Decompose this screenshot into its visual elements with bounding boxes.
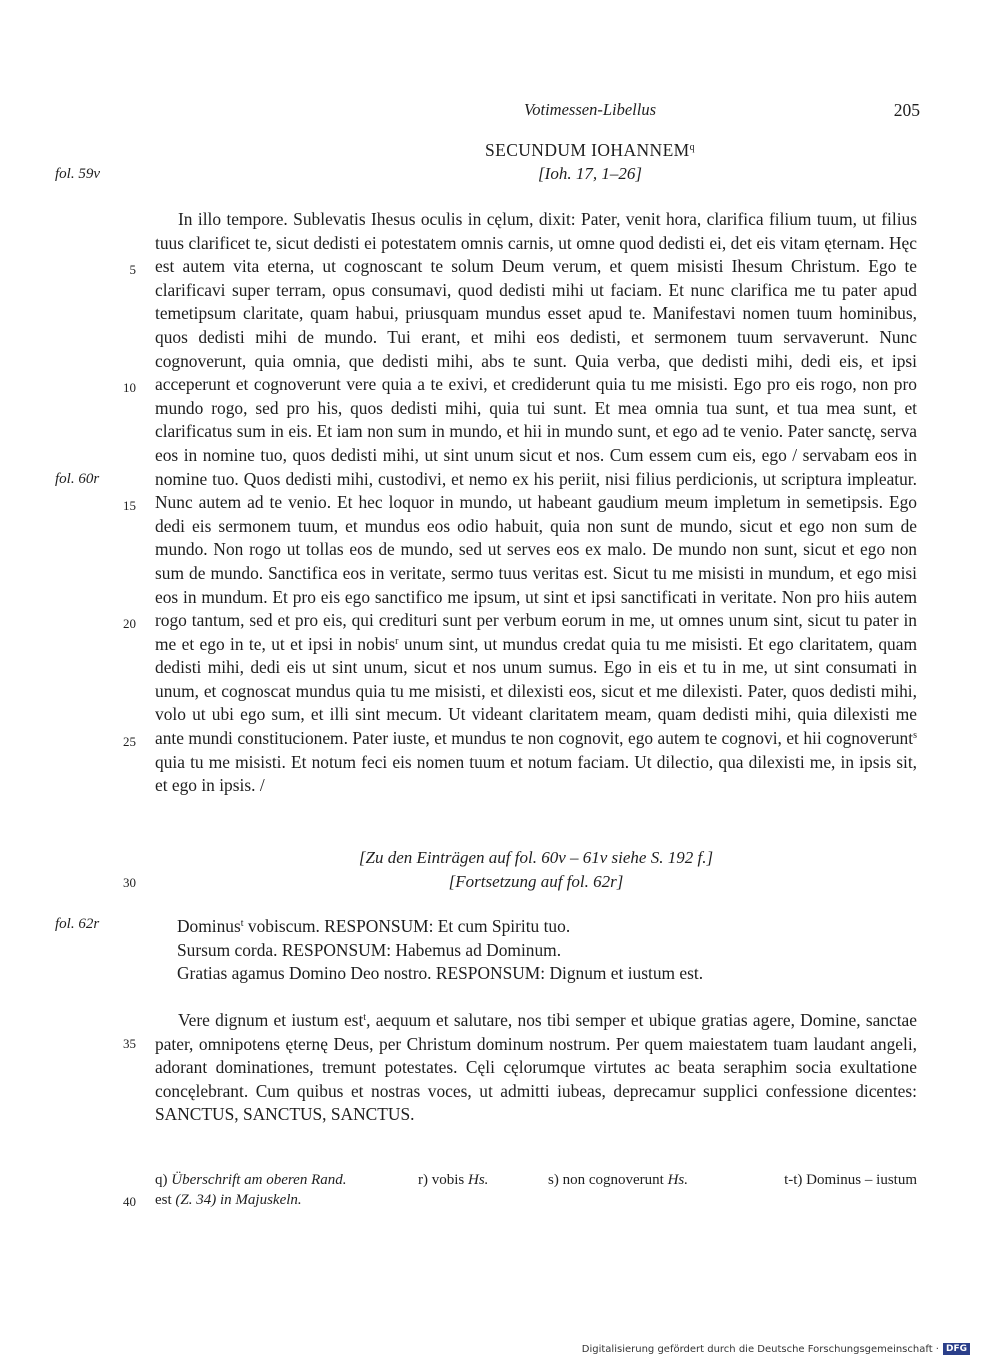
dialogue-text: : Habemus ad Dominum. — [386, 939, 562, 960]
footnote-marker: t — [240, 918, 244, 929]
responsum-label: RESPONSUM — [324, 916, 429, 936]
footnote-text: Hs. — [667, 1172, 688, 1188]
margin-folio-60r: fol. 60r — [55, 471, 100, 487]
preface-text — [155, 1009, 917, 1127]
editorial-notes — [155, 846, 917, 893]
gospel-text-part: unum sint, ut mundus credat quia tu me misisti. Et ego claritatem, quam dedisti mihi, dedi eis ut sint unum, sicut et nos unum sumus. Ego in eis et tu in me, ut sint consumati in unum, et cognoscat mundus quia tu me misisti, et dilexisti eos, sicut et me dilexisti. Pater, quos dedisti mihi, volo ut ubi ego sum, et illi sint mecum. Ut videant claritatem meam, quam dedisti mihi, quia dilexisti me ante mundi constitucionem. Pater iuste, et mundus te non cognovit, ego autem te cognovi, et hii cognoverunt — [155, 633, 917, 749]
line-number: 25 — [123, 734, 136, 749]
gospel-text-part: In illo tempore. Sublevatis Ihesus oculis in cęlum, dixit: Pater, venit hora, clarifica filium tuum, ut filius tuus clarificet te, sicut dedisti ei potestatem omnis carnis, ut omne quod dedisti ei, det eis vitam ęternam. Hęc est autem vita eterna, ut cognoscant te solum Deum verum, et quem misisti Ihesum Christum. Ego te clarificavi super terram, opus consumavi, quod dedisti mihi ut faciam. Et nunc clarifica me tu pater apud temetipsum claritate, quam habui, priusquam mundus esset apud te. Manifestavi nomen tuum hominibus, quos dedisti mihi de mundo. Tui erant, et mihi eos dedisti, et sermonem tuum servaverunt. Nunc cognoverunt, quia omnia, que dedisti mihi, abs te sunt. Quia verba, que dedisti mihi, dedi eis, et ipsi acceperunt et cognoverunt vere quia a te exivi, et crediderunt quia tu me misisti. Ego pro eis rogo, non pro mundo rogo, sed pro his, quos dedisti mihi, quia tui sunt. Et mea omnia tua sunt, et tua mea sunt, et clarificatus sum in eis. Et iam non sum in mundo, et hii in mundo sunt, et ego ad te venio. Pater sanctę, serva eos in nomine tuo, quos dedisti mihi, ut sint unum sicut et nos. Cum essem cum eis, ego / servabam eos in nomine tuo. Quos dedisti mihi, custodivi, et nemo ex his periit, nisi filius perdicionis, ut scriptura impleatur. Nunc autem ad te venio. Et hec loquor in mundo, ut habeant gaudium meum impletum in semetipsis. Ego dedi eis sermonem tuum, et mundus eos odio habuit, quia non sunt de mundo, sicut et ego non sum de mundo. Non rogo ut tollas eos de mundo, sed ut serves eos ex malo. De mundo non sunt, sicut et ego non sum de mundo. Sanctifica eos in veritate, sermo tuus veritas est. Sicut tu me misisti in mundum, et ego misi eos in mundum. Et pro eis ego sanctifico me ipsum, ut sint et ipsi sanctificati in veritate. Non pro hiis autem rogo tantum, sed et pro eis, qui credituri sunt per verbum eorum in me, ut omnes unum sint, sicut tu pater in me et ego in te, ut et ipsi in nobis — [155, 209, 917, 654]
footnote-r — [418, 1170, 488, 1190]
footnote-label: r) — [418, 1172, 428, 1188]
margin-folio-62r: fol. 62r — [55, 916, 100, 932]
section-title — [300, 140, 880, 161]
footnote-text: est — [155, 1192, 176, 1208]
running-header-title: Votimessen-Libellus — [524, 100, 656, 119]
gospel-paragraph — [155, 208, 917, 798]
dialogue-line — [177, 915, 917, 939]
line-number: 15 — [123, 498, 136, 513]
responsum-label: RESPONSUM — [435, 963, 541, 984]
footnote-label: t-t) — [784, 1172, 803, 1188]
preface-paragraph — [155, 1009, 917, 1127]
dialogue-text: Gratias agamus Domino Deo nostro. — [177, 963, 436, 984]
footnote-marker: r — [395, 635, 399, 647]
footnote-text: non cognoverunt — [562, 1172, 664, 1188]
dfg-logo: DFG — [943, 1343, 970, 1355]
line-number: 40 — [123, 1194, 136, 1209]
dialogue-text: vobiscum. — [243, 916, 325, 936]
footnote-label: q) — [155, 1172, 168, 1188]
line-number: 35 — [123, 1036, 136, 1051]
dialogue-text: : Dignum et iustum est. — [540, 963, 704, 984]
footnote-marker: s — [913, 730, 917, 742]
preface-text-part: , aequum et salutare, nos tibi semper et ubique gratias agere, Domine, sanctae pater, omnipotens ęternę Deus, per Christum dominum nostrum. Per quem maiestatem tuam laudant angeli, adorant dominationes, tremunt potestates. Cęli cęlorumque virtutes ac beata seraphim socia exultatione concęlebrant. Cum quibus et nostras voces, ut admitti iubeas, deprecamur supplici confessione dicentes: — [155, 1010, 917, 1101]
preface-text-part: Vere dignum et iustum est — [178, 1010, 364, 1030]
footnote-t-continuation — [155, 1190, 302, 1210]
editorial-note: [Zu den Einträgen auf fol. 60v – 61v siehe S. 192 f.] — [358, 848, 714, 867]
footnote-label: s) — [548, 1172, 559, 1188]
dialogue-line — [177, 939, 917, 963]
footnote-q — [155, 1170, 347, 1190]
responsum-label: RESPONSUM — [281, 939, 387, 960]
preface-dialogue — [177, 915, 917, 986]
digitization-credit — [582, 1343, 970, 1355]
gospel-text-part: quia tu me misisti. Et notum feci eis nomen tuum et notum faciam. Ut dilectio, qua dilexisti me, in ipsis sit, et ego in ipsis. / — [155, 751, 917, 796]
footnote-text: Dominus – iustum — [806, 1172, 917, 1188]
line-number: 30 — [123, 875, 136, 890]
dialogue-line — [177, 962, 917, 986]
section-reference: [Ioh. 17, 1–26] — [538, 164, 642, 183]
dialogue-text: Sursum corda. — [177, 939, 282, 960]
section-title-note: q — [689, 142, 696, 153]
sanctus-text: SANCTUS, SANCTUS, SANCTUS. — [155, 1104, 415, 1125]
footnote-text: Hs. — [468, 1172, 489, 1188]
gospel-text — [155, 208, 917, 798]
section-title-text: SECUNDUM IOHANNEM — [484, 140, 690, 160]
footnote-s — [548, 1170, 688, 1190]
line-number: 20 — [123, 616, 136, 631]
dialogue-text: Dominus — [177, 916, 241, 936]
footnote-text: Überschrift am oberen Rand. — [171, 1172, 347, 1188]
credit-text: Digitalisierung gefördert durch die Deutsche Forschungsgemeinschaft · — [581, 1343, 939, 1355]
page-number: 205 — [893, 100, 920, 120]
dialogue-text: : Et cum Spiritu tuo. — [428, 916, 571, 936]
margin-folio-59v: fol. 59v — [55, 166, 100, 182]
footnote-text: vobis — [431, 1172, 465, 1188]
footnote-text: (Z. 34) in Majuskeln. — [175, 1192, 302, 1208]
line-number: 10 — [123, 380, 136, 395]
line-number: 5 — [129, 262, 136, 277]
footnote-t — [784, 1170, 917, 1190]
editorial-note: [Fortsetzung auf fol. 62r] — [448, 871, 624, 891]
footnote-marker: t — [363, 1012, 367, 1023]
